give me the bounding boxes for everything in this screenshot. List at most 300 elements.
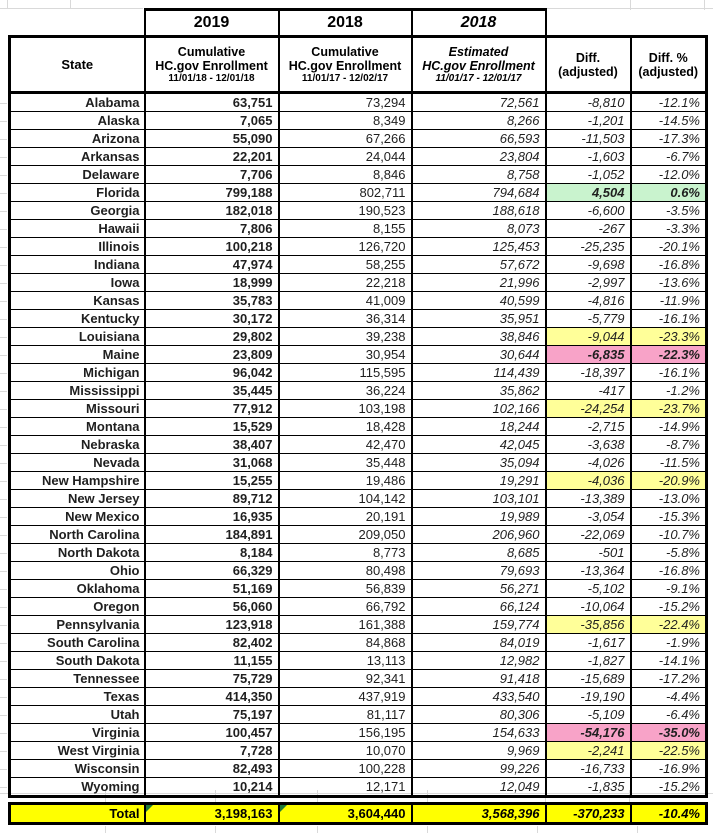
cell-state[interactable]: Kansas [10, 292, 145, 310]
cell-diff-adjusted[interactable]: -5,779 [546, 310, 631, 328]
enrollment-2018-column-header[interactable] [279, 37, 412, 93]
total-2019-cell[interactable] [145, 804, 279, 824]
cell-2018-estimated[interactable]: 433,540 [412, 688, 546, 706]
cell-state[interactable]: Alabama [10, 93, 145, 112]
cell-2018-enrollment[interactable]: 92,341 [279, 670, 412, 688]
cell-2018-enrollment[interactable]: 209,050 [279, 526, 412, 544]
cell-diff-pct-adjusted[interactable]: -16.1% [631, 364, 707, 382]
table-row [10, 436, 707, 454]
cell-state[interactable]: Oregon [10, 598, 145, 616]
cell-state[interactable]: Louisiana [10, 328, 145, 346]
cell-2019-enrollment[interactable]: 23,809 [145, 346, 279, 364]
sheet-gridline [7, 0, 8, 8]
cell-2018-estimated[interactable]: 18,244 [412, 418, 546, 436]
cell-2018-estimated[interactable]: 154,633 [412, 724, 546, 742]
cell-diff-adjusted[interactable]: -4,026 [546, 454, 631, 472]
cell-2018-enrollment[interactable]: 80,498 [279, 562, 412, 580]
total-diff-cell[interactable]: -370,233 [546, 804, 631, 824]
cell-2019-enrollment[interactable]: 29,802 [145, 328, 279, 346]
cell-2019-enrollment[interactable]: 55,090 [145, 130, 279, 148]
cell-2019-enrollment[interactable]: 184,891 [145, 526, 279, 544]
table-row [10, 490, 707, 508]
cell-diff-pct-adjusted[interactable]: -8.7% [631, 436, 707, 454]
cell-2019-enrollment[interactable]: 66,329 [145, 562, 279, 580]
year-2018-header[interactable]: 2018 [279, 10, 412, 37]
sheet-row-gridlines [0, 86, 7, 788]
cell-diff-pct-adjusted[interactable]: -14.9% [631, 418, 707, 436]
cell-state[interactable]: Delaware [10, 166, 145, 184]
cell-2018-enrollment[interactable]: 18,428 [279, 418, 412, 436]
cell-2019-enrollment[interactable]: 75,197 [145, 706, 279, 724]
cell-state[interactable]: Tennessee [10, 670, 145, 688]
cell-state[interactable]: Hawaii [10, 220, 145, 238]
total-2018-value: 3,604,440 [347, 806, 406, 821]
cell-2019-enrollment[interactable]: 30,172 [145, 310, 279, 328]
cell-diff-adjusted[interactable]: -2,997 [546, 274, 631, 292]
cell-2018-estimated[interactable]: 23,804 [412, 148, 546, 166]
cell-2019-enrollment[interactable]: 10,214 [145, 778, 279, 797]
cell-2018-estimated[interactable]: 91,418 [412, 670, 546, 688]
cell-diff-pct-adjusted[interactable]: -15.3% [631, 508, 707, 526]
cell-2018-enrollment[interactable]: 437,919 [279, 688, 412, 706]
cell-2018-enrollment[interactable]: 10,070 [279, 742, 412, 760]
cell-2018-enrollment[interactable]: 58,255 [279, 256, 412, 274]
cell-2018-estimated[interactable]: 84,019 [412, 634, 546, 652]
total-label-cell[interactable]: Total [10, 804, 145, 824]
cell-state[interactable]: Texas [10, 688, 145, 706]
cell-2019-enrollment[interactable]: 31,068 [145, 454, 279, 472]
cell-2019-enrollment[interactable]: 182,018 [145, 202, 279, 220]
cell-diff-pct-adjusted[interactable]: -13.0% [631, 490, 707, 508]
cell-diff-adjusted[interactable]: -6,835 [546, 346, 631, 364]
cell-diff-adjusted[interactable]: -1,052 [546, 166, 631, 184]
cell-2018-estimated[interactable]: 19,989 [412, 508, 546, 526]
cell-2018-estimated[interactable]: 188,618 [412, 202, 546, 220]
table-row [10, 148, 707, 166]
cell-2018-estimated[interactable]: 72,561 [412, 93, 546, 112]
table-row [10, 472, 707, 490]
table-row [10, 184, 707, 202]
cell-2019-enrollment[interactable]: 11,155 [145, 652, 279, 670]
cell-diff-adjusted[interactable]: -35,856 [546, 616, 631, 634]
cell-2018-enrollment[interactable]: 104,142 [279, 490, 412, 508]
cell-2018-enrollment[interactable]: 8,846 [279, 166, 412, 184]
cell-state[interactable]: Michigan [10, 364, 145, 382]
cell-diff-adjusted[interactable]: -8,810 [546, 93, 631, 112]
cell-diff-adjusted[interactable]: -4,816 [546, 292, 631, 310]
cell-state[interactable]: Arkansas [10, 148, 145, 166]
cell-2018-estimated[interactable]: 12,982 [412, 652, 546, 670]
enrollment-table [8, 8, 708, 798]
cell-2018-estimated[interactable]: 8,758 [412, 166, 546, 184]
cell-diff-pct-adjusted[interactable]: -17.2% [631, 670, 707, 688]
cell-2019-enrollment[interactable]: 15,255 [145, 472, 279, 490]
cell-diff-adjusted[interactable]: -25,235 [546, 238, 631, 256]
cell-diff-pct-adjusted[interactable]: -15.2% [631, 778, 707, 797]
table-row [10, 346, 707, 364]
cell-2018-estimated[interactable]: 103,101 [412, 490, 546, 508]
cell-2019-enrollment[interactable]: 77,912 [145, 400, 279, 418]
cell-diff-pct-adjusted[interactable]: -16.8% [631, 562, 707, 580]
cell-state[interactable]: South Dakota [10, 652, 145, 670]
cell-2018-estimated[interactable]: 125,453 [412, 238, 546, 256]
table-row [10, 202, 707, 220]
cell-2018-enrollment[interactable]: 36,314 [279, 310, 412, 328]
cell-diff-adjusted[interactable]: -267 [546, 220, 631, 238]
cell-2018-estimated[interactable]: 35,951 [412, 310, 546, 328]
cell-diff-adjusted[interactable]: -1,201 [546, 112, 631, 130]
cell-diff-pct-adjusted[interactable]: -6.4% [631, 706, 707, 724]
cell-2018-enrollment[interactable]: 30,954 [279, 346, 412, 364]
cell-2018-enrollment[interactable]: 100,228 [279, 760, 412, 778]
cell-state[interactable]: Alaska [10, 112, 145, 130]
cell-2018-estimated[interactable]: 8,685 [412, 544, 546, 562]
cell-2019-enrollment[interactable]: 47,974 [145, 256, 279, 274]
cell-diff-pct-adjusted[interactable]: -15.2% [631, 598, 707, 616]
cell-2018-estimated[interactable]: 56,271 [412, 580, 546, 598]
cell-state[interactable]: North Carolina [10, 526, 145, 544]
cell-diff-adjusted[interactable]: -24,254 [546, 400, 631, 418]
column-header-row [10, 37, 707, 93]
cell-diff-pct-adjusted[interactable]: -9.1% [631, 580, 707, 598]
cell-state[interactable]: Arizona [10, 130, 145, 148]
cell-diff-pct-adjusted[interactable]: -17.3% [631, 130, 707, 148]
cell-state[interactable]: Georgia [10, 202, 145, 220]
header-line: Estimated [448, 44, 509, 59]
cell-2019-enrollment[interactable]: 100,457 [145, 724, 279, 742]
cell-diff-adjusted[interactable]: -13,389 [546, 490, 631, 508]
cell-diff-pct-adjusted[interactable]: -12.0% [631, 166, 707, 184]
cell-2018-estimated[interactable]: 159,774 [412, 616, 546, 634]
sheet-gridline [637, 826, 638, 833]
cell-2018-enrollment[interactable]: 115,595 [279, 364, 412, 382]
cell-diff-adjusted[interactable]: -9,044 [546, 328, 631, 346]
cell-diff-adjusted[interactable]: 4,504 [546, 184, 631, 202]
cell-diff-pct-adjusted[interactable]: -4.4% [631, 688, 707, 706]
table-row [10, 454, 707, 472]
enrollment-2019-column-header[interactable] [145, 37, 279, 93]
cell-2018-estimated[interactable]: 19,291 [412, 472, 546, 490]
cell-2018-enrollment[interactable]: 67,266 [279, 130, 412, 148]
cell-state[interactable]: Florida [10, 184, 145, 202]
cell-2018-estimated[interactable]: 40,599 [412, 292, 546, 310]
cell-state[interactable]: Nebraska [10, 436, 145, 454]
cell-diff-adjusted[interactable]: -18,397 [546, 364, 631, 382]
cell-state[interactable]: Missouri [10, 400, 145, 418]
cell-state[interactable]: Maine [10, 346, 145, 364]
cell-2018-enrollment[interactable]: 8,155 [279, 220, 412, 238]
cell-state[interactable]: South Carolina [10, 634, 145, 652]
cell-2019-enrollment[interactable]: 82,493 [145, 760, 279, 778]
cell-diff-pct-adjusted[interactable]: -16.9% [631, 760, 707, 778]
table-row [10, 526, 707, 544]
cell-diff-pct-adjusted[interactable]: -6.7% [631, 148, 707, 166]
state-column-header[interactable]: State [10, 37, 145, 93]
cell-2018-estimated[interactable]: 9,969 [412, 742, 546, 760]
cell-2019-enrollment[interactable]: 7,806 [145, 220, 279, 238]
cell-state[interactable]: West Virginia [10, 742, 145, 760]
cell-2019-enrollment[interactable]: 82,402 [145, 634, 279, 652]
cell-2019-enrollment[interactable]: 15,529 [145, 418, 279, 436]
cell-diff-adjusted[interactable]: -5,109 [546, 706, 631, 724]
cell-diff-pct-adjusted[interactable]: -11.5% [631, 454, 707, 472]
cell-2018-estimated[interactable]: 12,049 [412, 778, 546, 797]
cell-2018-enrollment[interactable]: 42,470 [279, 436, 412, 454]
cell-2018-enrollment[interactable]: 24,044 [279, 148, 412, 166]
cell-2018-enrollment[interactable]: 22,218 [279, 274, 412, 292]
cell-state[interactable]: Wyoming [10, 778, 145, 797]
total-2019-value: 3,198,163 [214, 806, 273, 821]
table-row [10, 418, 707, 436]
header-line: HC.gov Enrollment [155, 58, 268, 73]
cell-diff-adjusted[interactable]: -6,600 [546, 202, 631, 220]
cell-2018-estimated[interactable]: 35,862 [412, 382, 546, 400]
cell-diff-adjusted[interactable]: -9,698 [546, 256, 631, 274]
cell-2019-enrollment[interactable]: 100,218 [145, 238, 279, 256]
cell-diff-adjusted[interactable]: -13,364 [546, 562, 631, 580]
cell-2018-estimated[interactable]: 66,124 [412, 598, 546, 616]
cell-diff-adjusted[interactable]: -2,241 [546, 742, 631, 760]
cell-diff-pct-adjusted[interactable]: -20.1% [631, 238, 707, 256]
table-row [10, 382, 707, 400]
cell-diff-pct-adjusted[interactable]: -14.1% [631, 652, 707, 670]
cell-diff-pct-adjusted[interactable]: -13.6% [631, 274, 707, 292]
cell-2018-enrollment[interactable]: 73,294 [279, 93, 412, 112]
table-row [10, 760, 707, 778]
cell-2019-enrollment[interactable]: 51,169 [145, 580, 279, 598]
table-row [10, 93, 707, 112]
cell-diff-pct-adjusted[interactable]: -16.8% [631, 256, 707, 274]
cell-state[interactable]: Oklahoma [10, 580, 145, 598]
cell-diff-adjusted[interactable]: -5,102 [546, 580, 631, 598]
cell-2018-enrollment[interactable]: 84,868 [279, 634, 412, 652]
total-diff-pct-cell[interactable]: -10.4% [631, 804, 707, 824]
cell-diff-pct-adjusted[interactable]: -22.4% [631, 616, 707, 634]
cell-diff-pct-adjusted[interactable]: -20.9% [631, 472, 707, 490]
cell-2019-enrollment[interactable]: 123,918 [145, 616, 279, 634]
cell-state[interactable]: Pennsylvania [10, 616, 145, 634]
cell-diff-pct-adjusted[interactable]: -5.8% [631, 544, 707, 562]
total-2018-cell[interactable] [279, 804, 412, 824]
cell-diff-adjusted[interactable]: -10,064 [546, 598, 631, 616]
cell-diff-pct-adjusted[interactable]: -1.9% [631, 634, 707, 652]
cell-state[interactable]: Wisconsin [10, 760, 145, 778]
cell-2019-enrollment[interactable]: 16,935 [145, 508, 279, 526]
cell-2018-estimated[interactable]: 102,166 [412, 400, 546, 418]
cell-2019-enrollment[interactable]: 63,751 [145, 93, 279, 112]
cell-2019-enrollment[interactable]: 18,999 [145, 274, 279, 292]
table-row [10, 364, 707, 382]
diff-pct-column-header[interactable]: Diff. % (adjusted) [631, 37, 707, 93]
cell-2019-enrollment[interactable]: 414,350 [145, 688, 279, 706]
cell-2018-enrollment[interactable]: 81,117 [279, 706, 412, 724]
cell-diff-adjusted[interactable]: -22,069 [546, 526, 631, 544]
cell-state[interactable]: New Jersey [10, 490, 145, 508]
cell-state[interactable]: New Hampshire [10, 472, 145, 490]
cell-2018-enrollment[interactable]: 103,198 [279, 400, 412, 418]
cell-state[interactable]: Iowa [10, 274, 145, 292]
cell-diff-pct-adjusted[interactable]: -35.0% [631, 724, 707, 742]
total-table [8, 802, 708, 825]
year-2018-estimated-header[interactable]: 2018 [412, 10, 546, 37]
table-row [10, 112, 707, 130]
sheet-gridline [215, 826, 216, 833]
cell-2019-enrollment[interactable]: 96,042 [145, 364, 279, 382]
cell-2018-enrollment[interactable]: 13,113 [279, 652, 412, 670]
table-row [10, 220, 707, 238]
cell-diff-pct-adjusted[interactable]: -11.9% [631, 292, 707, 310]
cell-diff-adjusted[interactable]: -501 [546, 544, 631, 562]
cell-diff-pct-adjusted[interactable]: -22.5% [631, 742, 707, 760]
cell-diff-pct-adjusted[interactable]: -16.1% [631, 310, 707, 328]
cell-diff-pct-adjusted[interactable]: -1.2% [631, 382, 707, 400]
cell-state[interactable]: Illinois [10, 238, 145, 256]
cell-state[interactable]: Montana [10, 418, 145, 436]
cell-2018-estimated[interactable]: 21,996 [412, 274, 546, 292]
sheet-gridline [427, 826, 428, 833]
cell-diff-pct-adjusted[interactable]: -12.1% [631, 93, 707, 112]
table-row [10, 166, 707, 184]
cell-2019-enrollment[interactable]: 38,407 [145, 436, 279, 454]
cell-2019-enrollment[interactable]: 22,201 [145, 148, 279, 166]
cell-2018-enrollment[interactable]: 19,486 [279, 472, 412, 490]
cell-2018-enrollment[interactable]: 12,171 [279, 778, 412, 797]
cell-diff-adjusted[interactable]: -1,617 [546, 634, 631, 652]
cell-2018-estimated[interactable]: 66,593 [412, 130, 546, 148]
total-2018-estimated-cell[interactable]: 3,568,396 [412, 804, 546, 824]
cell-diff-pct-adjusted[interactable]: -22.3% [631, 346, 707, 364]
cell-diff-pct-adjusted[interactable]: -23.3% [631, 328, 707, 346]
cell-diff-pct-adjusted[interactable]: -14.5% [631, 112, 707, 130]
cell-diff-adjusted[interactable]: -3,054 [546, 508, 631, 526]
table-row [10, 778, 707, 797]
cell-state[interactable]: Indiana [10, 256, 145, 274]
cell-2019-enrollment[interactable]: 35,445 [145, 382, 279, 400]
enrollment-2018-estimated-column-header[interactable] [412, 37, 546, 93]
cell-2018-estimated[interactable]: 206,960 [412, 526, 546, 544]
cell-state[interactable]: North Dakota [10, 544, 145, 562]
cell-diff-adjusted[interactable]: -54,176 [546, 724, 631, 742]
cell-state[interactable]: New Mexico [10, 508, 145, 526]
table-row [10, 238, 707, 256]
cell-diff-adjusted[interactable]: -4,036 [546, 472, 631, 490]
cell-2018-estimated[interactable]: 99,226 [412, 760, 546, 778]
cell-2018-estimated[interactable]: 30,644 [412, 346, 546, 364]
cell-2018-estimated[interactable]: 35,094 [412, 454, 546, 472]
cell-2019-enrollment[interactable]: 75,729 [145, 670, 279, 688]
cell-diff-adjusted[interactable]: -1,835 [546, 778, 631, 797]
cell-2018-enrollment[interactable]: 802,711 [279, 184, 412, 202]
cell-diff-adjusted[interactable]: -19,190 [546, 688, 631, 706]
cell-2018-enrollment[interactable]: 66,792 [279, 598, 412, 616]
cell-2018-estimated[interactable]: 794,684 [412, 184, 546, 202]
table-row [10, 400, 707, 418]
cell-2018-enrollment[interactable]: 56,839 [279, 580, 412, 598]
cell-diff-adjusted[interactable]: -1,603 [546, 148, 631, 166]
cell-diff-adjusted[interactable]: -3,638 [546, 436, 631, 454]
cell-2019-enrollment[interactable]: 35,783 [145, 292, 279, 310]
sheet-gridline [317, 826, 318, 833]
cell-diff-adjusted[interactable]: -417 [546, 382, 631, 400]
cell-diff-adjusted[interactable]: -1,827 [546, 652, 631, 670]
cell-state[interactable]: Kentucky [10, 310, 145, 328]
corner-cell[interactable] [10, 10, 145, 37]
cell-2018-enrollment[interactable]: 8,349 [279, 112, 412, 130]
cell-2018-enrollment[interactable]: 20,191 [279, 508, 412, 526]
sheet-gridline [537, 826, 538, 833]
cell-2018-enrollment[interactable]: 36,224 [279, 382, 412, 400]
table-row [10, 598, 707, 616]
cell-2019-enrollment[interactable]: 7,728 [145, 742, 279, 760]
cell-diff-pct-adjusted[interactable]: -3.5% [631, 202, 707, 220]
table-row [10, 670, 707, 688]
cell-diff-adjusted[interactable]: -15,689 [546, 670, 631, 688]
cell-state[interactable]: Virginia [10, 724, 145, 742]
blank-cell[interactable] [631, 10, 707, 37]
cell-state[interactable]: Utah [10, 706, 145, 724]
cell-2019-enrollment[interactable]: 799,188 [145, 184, 279, 202]
cell-diff-pct-adjusted[interactable]: -23.7% [631, 400, 707, 418]
header-date-range: 11/01/17 - 12/01/17 [435, 72, 522, 84]
cell-diff-adjusted[interactable]: -16,733 [546, 760, 631, 778]
table-row [10, 688, 707, 706]
table-row [10, 292, 707, 310]
cell-state[interactable]: Nevada [10, 454, 145, 472]
cell-diff-pct-adjusted[interactable]: -10.7% [631, 526, 707, 544]
table-row [10, 130, 707, 148]
cell-2018-estimated[interactable]: 80,306 [412, 706, 546, 724]
cell-diff-pct-adjusted[interactable]: 0.6% [631, 184, 707, 202]
header-line: Cumulative [177, 44, 246, 59]
cell-flag-triangle-icon [146, 805, 153, 812]
cell-2018-estimated[interactable]: 79,693 [412, 562, 546, 580]
cell-2018-enrollment[interactable]: 41,009 [279, 292, 412, 310]
cell-2018-enrollment[interactable]: 161,388 [279, 616, 412, 634]
year-2019-header[interactable]: 2019 [145, 10, 279, 37]
cell-2019-enrollment[interactable]: 7,706 [145, 166, 279, 184]
table-row [10, 616, 707, 634]
cell-state[interactable]: Mississippi [10, 382, 145, 400]
cell-2019-enrollment[interactable]: 8,184 [145, 544, 279, 562]
cell-2018-enrollment[interactable]: 156,195 [279, 724, 412, 742]
cell-2019-enrollment[interactable]: 7,065 [145, 112, 279, 130]
blank-cell[interactable] [546, 10, 631, 37]
table-row [10, 562, 707, 580]
cell-2018-enrollment[interactable]: 39,238 [279, 328, 412, 346]
cell-2019-enrollment[interactable]: 89,712 [145, 490, 279, 508]
cell-2018-estimated[interactable]: 8,266 [412, 112, 546, 130]
cell-2018-estimated[interactable]: 114,439 [412, 364, 546, 382]
diff-column-header[interactable]: Diff. (adjusted) [546, 37, 631, 93]
header-line: HC.gov Enrollment [288, 58, 402, 73]
cell-2018-enrollment[interactable]: 126,720 [279, 238, 412, 256]
cell-state[interactable]: Ohio [10, 562, 145, 580]
cell-diff-adjusted[interactable]: -2,715 [546, 418, 631, 436]
cell-diff-adjusted[interactable]: -11,503 [546, 130, 631, 148]
header-date-range: 11/01/18 - 12/01/18 [168, 72, 255, 84]
sheet-gridline [105, 826, 106, 833]
cell-2018-enrollment[interactable]: 35,448 [279, 454, 412, 472]
cell-2018-estimated[interactable]: 57,672 [412, 256, 546, 274]
cell-2018-estimated[interactable]: 38,846 [412, 328, 546, 346]
cell-diff-pct-adjusted[interactable]: -3.3% [631, 220, 707, 238]
cell-2018-estimated[interactable]: 42,045 [412, 436, 546, 454]
cell-2018-estimated[interactable]: 8,073 [412, 220, 546, 238]
cell-2018-enrollment[interactable]: 190,523 [279, 202, 412, 220]
table-row [10, 274, 707, 292]
cell-2018-enrollment[interactable]: 8,773 [279, 544, 412, 562]
cell-2019-enrollment[interactable]: 56,060 [145, 598, 279, 616]
